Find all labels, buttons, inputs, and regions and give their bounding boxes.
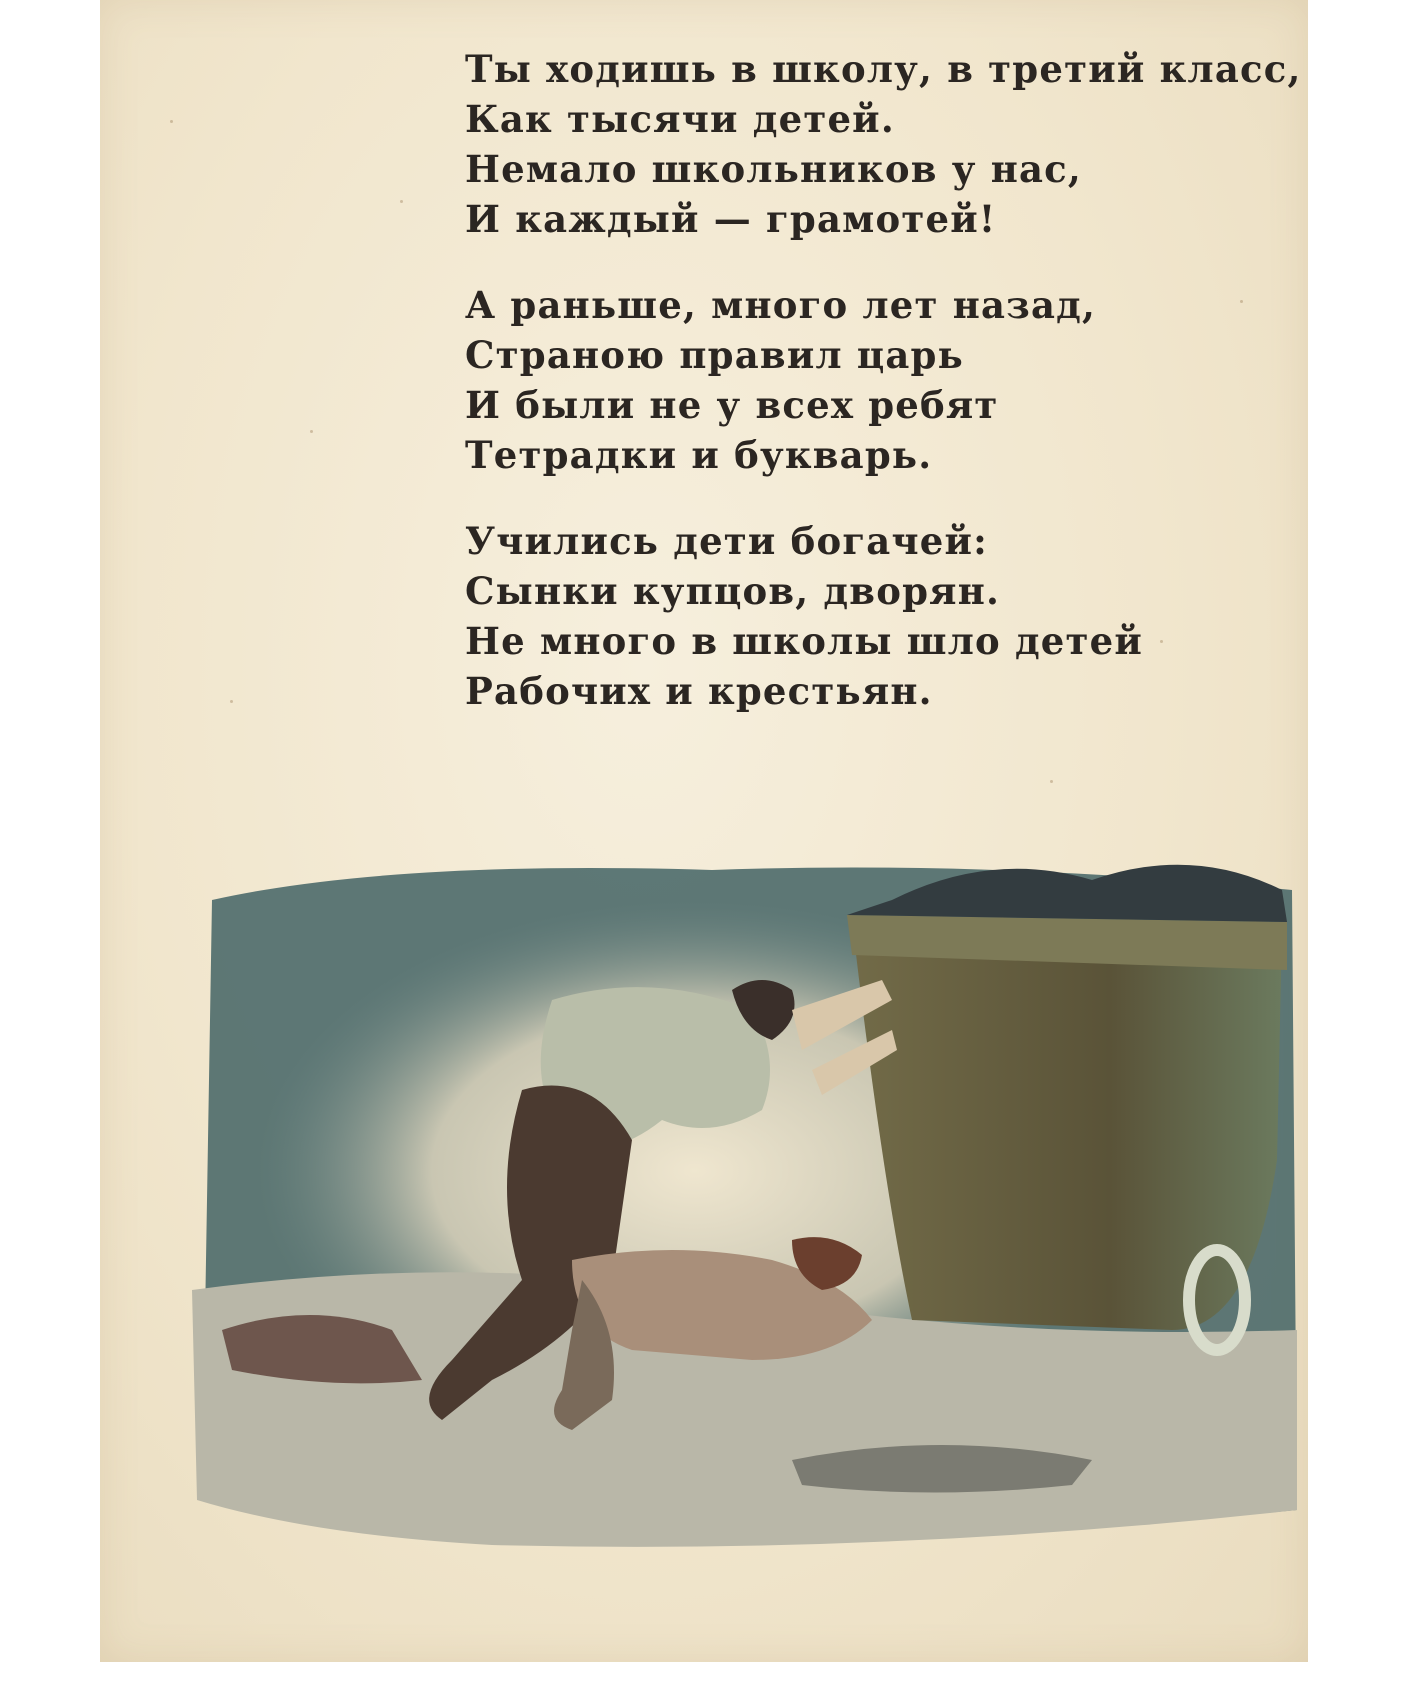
poem-line: Не много в школы шло детей <box>465 619 1144 663</box>
stanza-1 <box>465 44 1302 244</box>
poem-line: Страною правил царь <box>465 333 964 377</box>
stanza-2 <box>465 280 1285 480</box>
poem-line: Рабочих и крестьян. <box>465 669 933 713</box>
poem-line: Как тысячи детей. <box>465 97 895 141</box>
poem-text <box>465 44 1302 752</box>
poem-line: Ты ходишь в школу, в третий класс, <box>465 47 1302 91</box>
paper-speck <box>170 120 173 123</box>
illustration-svg <box>192 860 1302 1560</box>
poem-line: Учились дети богачей: <box>465 519 988 563</box>
paper-speck <box>1050 780 1053 783</box>
poem-line: Немало школьников у нас, <box>465 147 1082 191</box>
poem-line: И были не у всех ребят <box>465 383 999 427</box>
mine-cart <box>852 920 1282 1330</box>
poem-line: И каждый — грамотей! <box>465 197 997 241</box>
stanza-3 <box>465 516 1285 716</box>
poem-line: А раньше, много лет назад, <box>465 283 1097 327</box>
poem-line: Сынки купцов, дворян. <box>465 569 1001 613</box>
mine-illustration <box>192 860 1302 1560</box>
book-page <box>100 0 1308 1662</box>
paper-speck <box>230 700 233 703</box>
paper-speck <box>400 200 403 203</box>
paper-speck <box>310 430 313 433</box>
poem-line: Тетрадки и букварь. <box>465 433 933 477</box>
